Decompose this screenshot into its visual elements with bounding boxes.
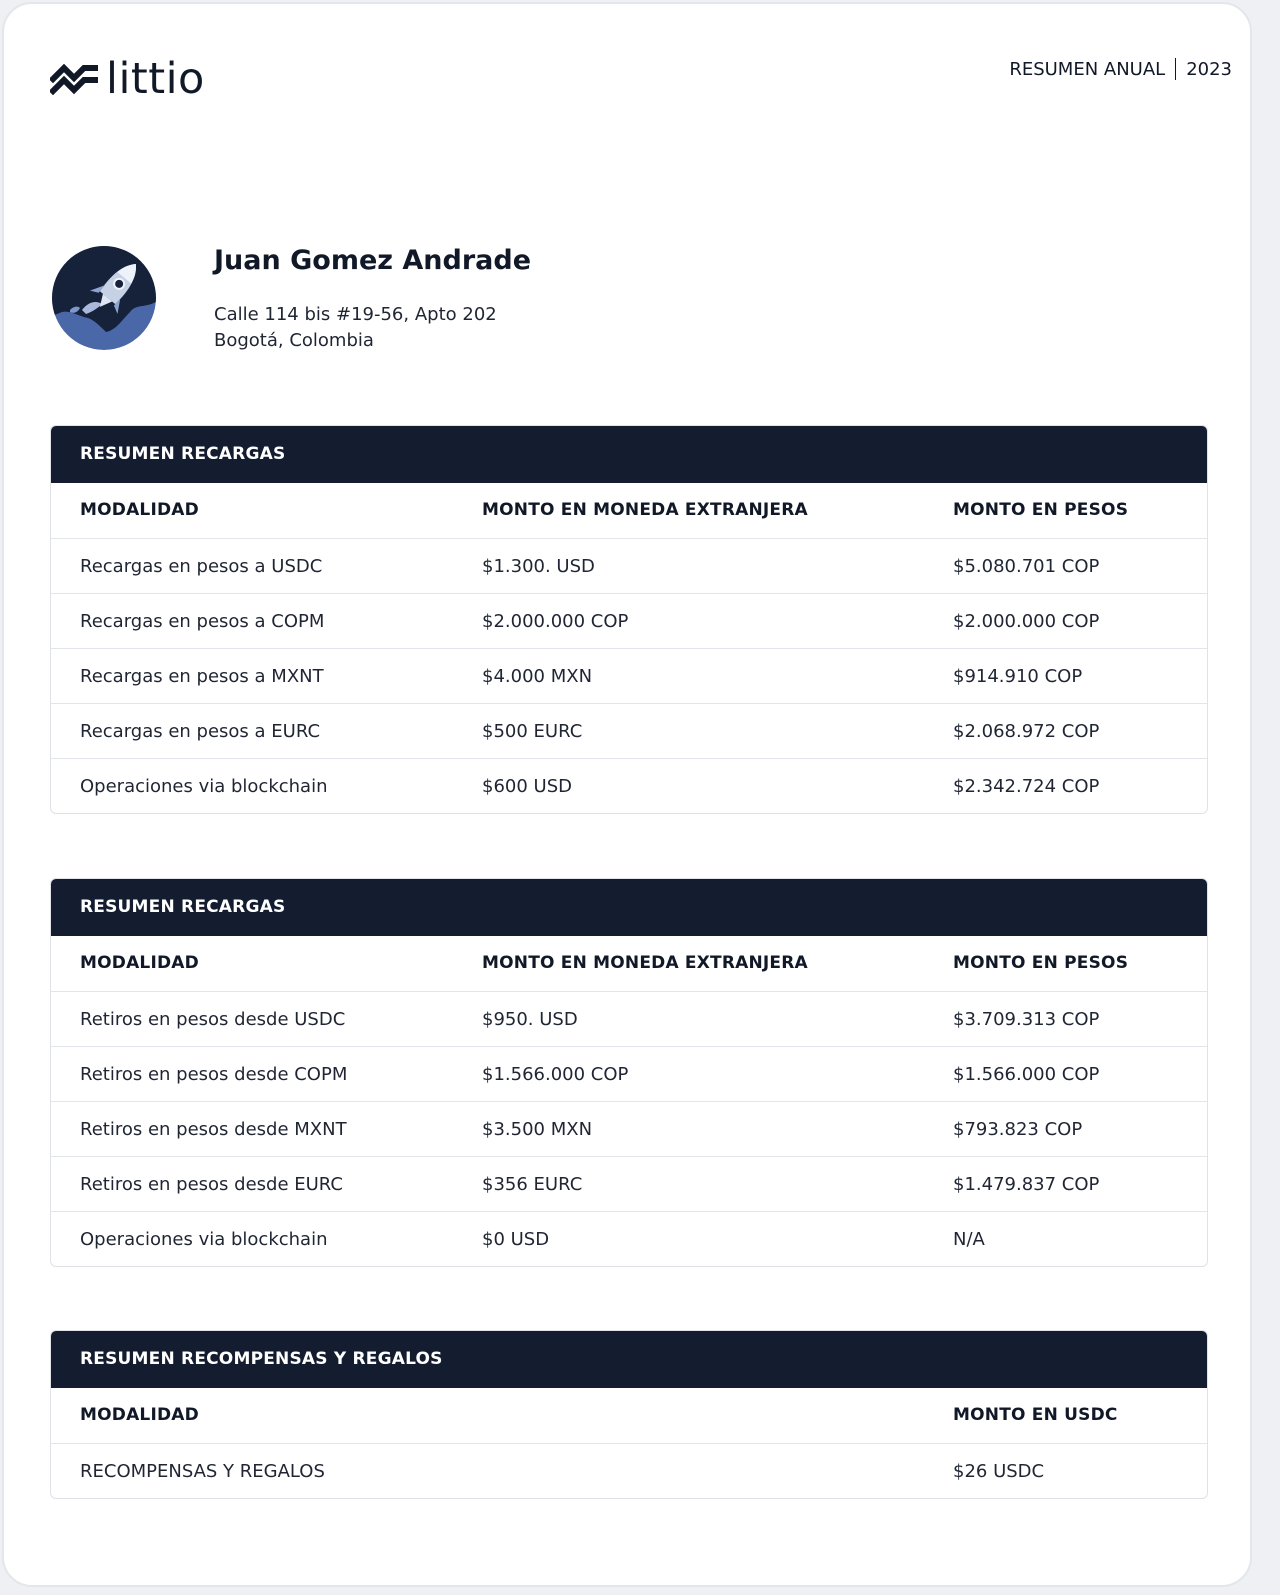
address-line-2: Bogotá, Colombia: [214, 330, 374, 351]
cell-modalidad: Recargas en pesos a MXNT: [80, 666, 324, 687]
cell-monto-pesos: $793.823 COP: [953, 1119, 1083, 1140]
table-row: [51, 648, 1207, 703]
cell-monto-extranjera: $356 EURC: [482, 1174, 583, 1195]
retiros-column-headers: [51, 936, 1207, 991]
cell-modalidad: Retiros en pesos desde COPM: [80, 1064, 348, 1085]
brand-logo: [50, 56, 205, 102]
recargas-column-headers: [51, 483, 1207, 538]
cell-modalidad: Retiros en pesos desde MXNT: [80, 1119, 347, 1140]
cell-monto-extranjera: $950. USD: [482, 1009, 578, 1030]
customer-name: Juan Gomez Andrade: [214, 245, 531, 276]
cell-modalidad: Retiros en pesos desde EURC: [80, 1174, 343, 1195]
table-row: [51, 1156, 1207, 1211]
cell-monto-pesos: $2.000.000 COP: [953, 611, 1100, 632]
column-header-monto-extranjera: MONTO EN MONEDA EXTRANJERA: [482, 953, 808, 973]
table-row: [51, 1211, 1207, 1266]
cell-monto-pesos: $2.068.972 COP: [953, 721, 1100, 742]
cell-monto-extranjera: $3.500 MXN: [482, 1119, 593, 1140]
recargas-title: RESUMEN RECARGAS: [51, 426, 1207, 483]
table-row: [51, 703, 1207, 758]
column-header-modalidad: MODALIDAD: [80, 953, 199, 973]
cell-modalidad: RECOMPENSAS Y REGALOS: [80, 1461, 325, 1482]
column-header-modalidad: MODALIDAD: [80, 500, 199, 520]
recompensas-title: RESUMEN RECOMPENSAS Y REGALOS: [51, 1331, 1207, 1388]
cell-modalidad: Operaciones via blockchain: [80, 776, 328, 797]
cell-modalidad: Recargas en pesos a COPM: [80, 611, 325, 632]
cell-monto-extranjera: $4.000 MXN: [482, 666, 593, 687]
retiros-title: RESUMEN RECARGAS: [51, 879, 1207, 936]
table-row: [51, 593, 1207, 648]
report-year: 2023: [1186, 58, 1232, 80]
cell-monto-extranjera: $600 USD: [482, 776, 572, 797]
recargas-table: [50, 425, 1208, 814]
table-row: [51, 1101, 1207, 1156]
column-header-modalidad: MODALIDAD: [80, 1405, 199, 1425]
table-row: [51, 991, 1207, 1046]
table-row: [51, 1443, 1207, 1498]
column-header-monto-pesos: MONTO EN PESOS: [953, 500, 1129, 520]
cell-monto-pesos: $2.342.724 COP: [953, 776, 1100, 797]
column-header-monto-extranjera: MONTO EN MONEDA EXTRANJERA: [482, 500, 808, 520]
report-title: [1009, 58, 1232, 80]
customer-address: [214, 302, 497, 354]
table-row: [51, 1046, 1207, 1101]
cell-monto-pesos: $914.910 COP: [953, 666, 1083, 687]
cell-monto-pesos: N/A: [953, 1229, 985, 1250]
cell-monto-extranjera: $500 EURC: [482, 721, 583, 742]
cell-monto-pesos: $1.566.000 COP: [953, 1064, 1100, 1085]
avatar: [52, 246, 156, 350]
cell-monto-pesos: $1.479.837 COP: [953, 1174, 1100, 1195]
cell-modalidad: Recargas en pesos a EURC: [80, 721, 321, 742]
recompensas-column-headers: [51, 1388, 1207, 1443]
retiros-table: [50, 878, 1208, 1267]
rocket-avatar-icon: [52, 246, 156, 350]
cell-modalidad: Retiros en pesos desde USDC: [80, 1009, 346, 1030]
report-divider: [1175, 58, 1176, 80]
cell-monto-extranjera: $2.000.000 COP: [482, 611, 629, 632]
cell-monto-extranjera: $1.566.000 COP: [482, 1064, 629, 1085]
column-header-monto-usdc: MONTO EN USDC: [953, 1405, 1118, 1425]
address-line-1: Calle 114 bis #19-56, Apto 202: [214, 304, 497, 325]
double-chevron-logo-icon: [50, 62, 98, 96]
cell-modalidad: Recargas en pesos a USDC: [80, 556, 323, 577]
cell-monto-pesos: $3.709.313 COP: [953, 1009, 1100, 1030]
recompensas-table: [50, 1330, 1208, 1499]
report-label: RESUMEN ANUAL: [1009, 58, 1166, 80]
cell-monto-pesos: $5.080.701 COP: [953, 556, 1100, 577]
cell-monto-usdc: $26 USDC: [953, 1461, 1045, 1482]
cell-monto-extranjera: $1.300. USD: [482, 556, 595, 577]
cell-modalidad: Operaciones via blockchain: [80, 1229, 328, 1250]
table-row: [51, 758, 1207, 813]
brand-name: littio: [106, 54, 205, 104]
cell-monto-extranjera: $0 USD: [482, 1229, 550, 1250]
table-row: [51, 538, 1207, 593]
column-header-monto-pesos: MONTO EN PESOS: [953, 953, 1129, 973]
